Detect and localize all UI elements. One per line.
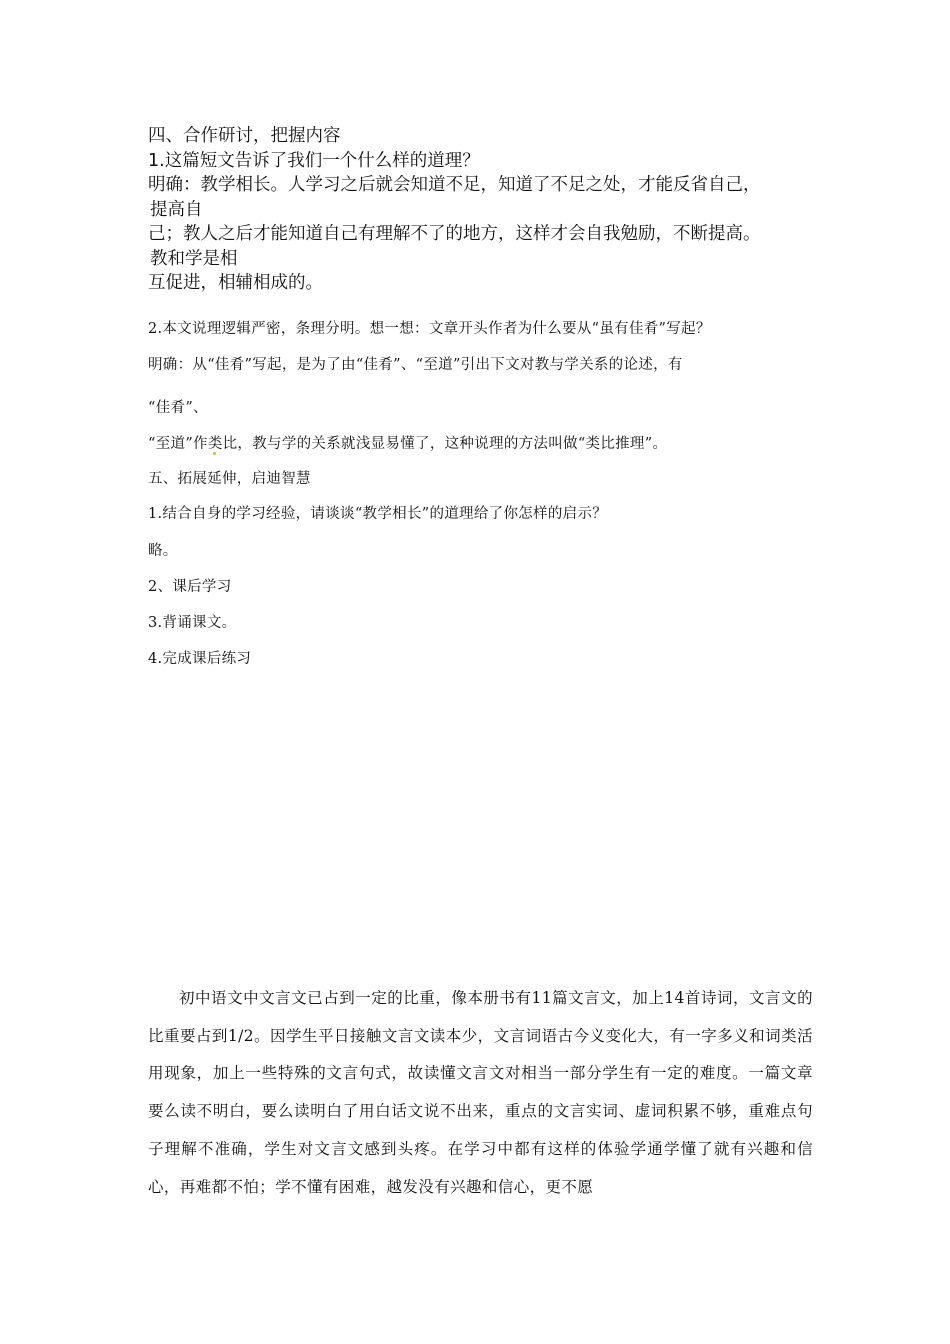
closing-paragraph: 初中语文中文言文已占到一定的比重，像本册书有11篇文言文，加上14首诗词，文言文的比重要占到1/2。因学生平日接触文言文读本少，文言词语古今义变化大，有一字多义和词类活用现象，加上一些特殊的文言句式，故读懂文言文对相当一部分学生有一定的难度。一篇文章要么读不明白，要么读明白了用白话文说不出来，重点的文言实词、虚词积累不够，重难点句子理解不准确，学生对文言文感到头疼。在学习中都有这样的体验学通学懂了就有兴趣和信心，再难都不怕；学不懂有困难，越发没有兴趣和信心，更不愿 (148, 989, 813, 1196)
section-5-item-4: 4.完成课后练习 (148, 651, 252, 667)
section-4-answer-2-line-3: “至道”作类比，教与学的关系就浅显易懂了，这种说理的方法叫做“类比推理”。 (148, 436, 668, 452)
section-5-answer-1: 略。 (148, 543, 178, 559)
section-4-answer-1-line-3: 己；教人之后才能知道自己有理解不了的地方，这样才会自我勉励，不断提高。 (148, 224, 761, 244)
section-4-heading: 四、合作研讨，把握内容 (148, 126, 341, 146)
section-5-heading: 五、拓展延伸，启迪智慧 (148, 471, 311, 487)
section-5-item-3: 3.背诵课文。 (148, 615, 237, 631)
section-4-answer-1-line-1: 明确：教学相长。人学习之后就会知道不足，知道了不足之处，才能反省自己， (148, 175, 761, 195)
section-5-item-2: 2、课后学习 (148, 579, 232, 595)
section-4-answer-2-line-1: 明确：从“佳肴”写起，是为了由“佳肴”、“至道”引出下文对教与学关系的论述，有 (148, 357, 683, 373)
section-4-block (148, 124, 838, 296)
section-5-question-1: 1.结合自身的学习经验，请谈谈“教学相长”的道理给了你怎样的启示？ (148, 506, 608, 522)
section-4-answer-1-line-2: 提高自 (150, 199, 203, 220)
stray-dot-mark (213, 452, 216, 455)
section-4-question-2: 2.本文说理逻辑严密，条理分明。想一想：文章开头作者为什么要从“虽有佳肴”写起？ (148, 321, 711, 337)
section-4-answer-2-line-2: “佳肴”、 (148, 400, 208, 416)
section-4-answer-1-line-5: 互促进，相辅相成的。 (148, 273, 323, 293)
section-4-answer-1-line-4: 教和学是相 (150, 248, 238, 269)
section-4-question-1: 1.这篇短文告诉了我们一个什么样的道理？ (148, 150, 480, 171)
